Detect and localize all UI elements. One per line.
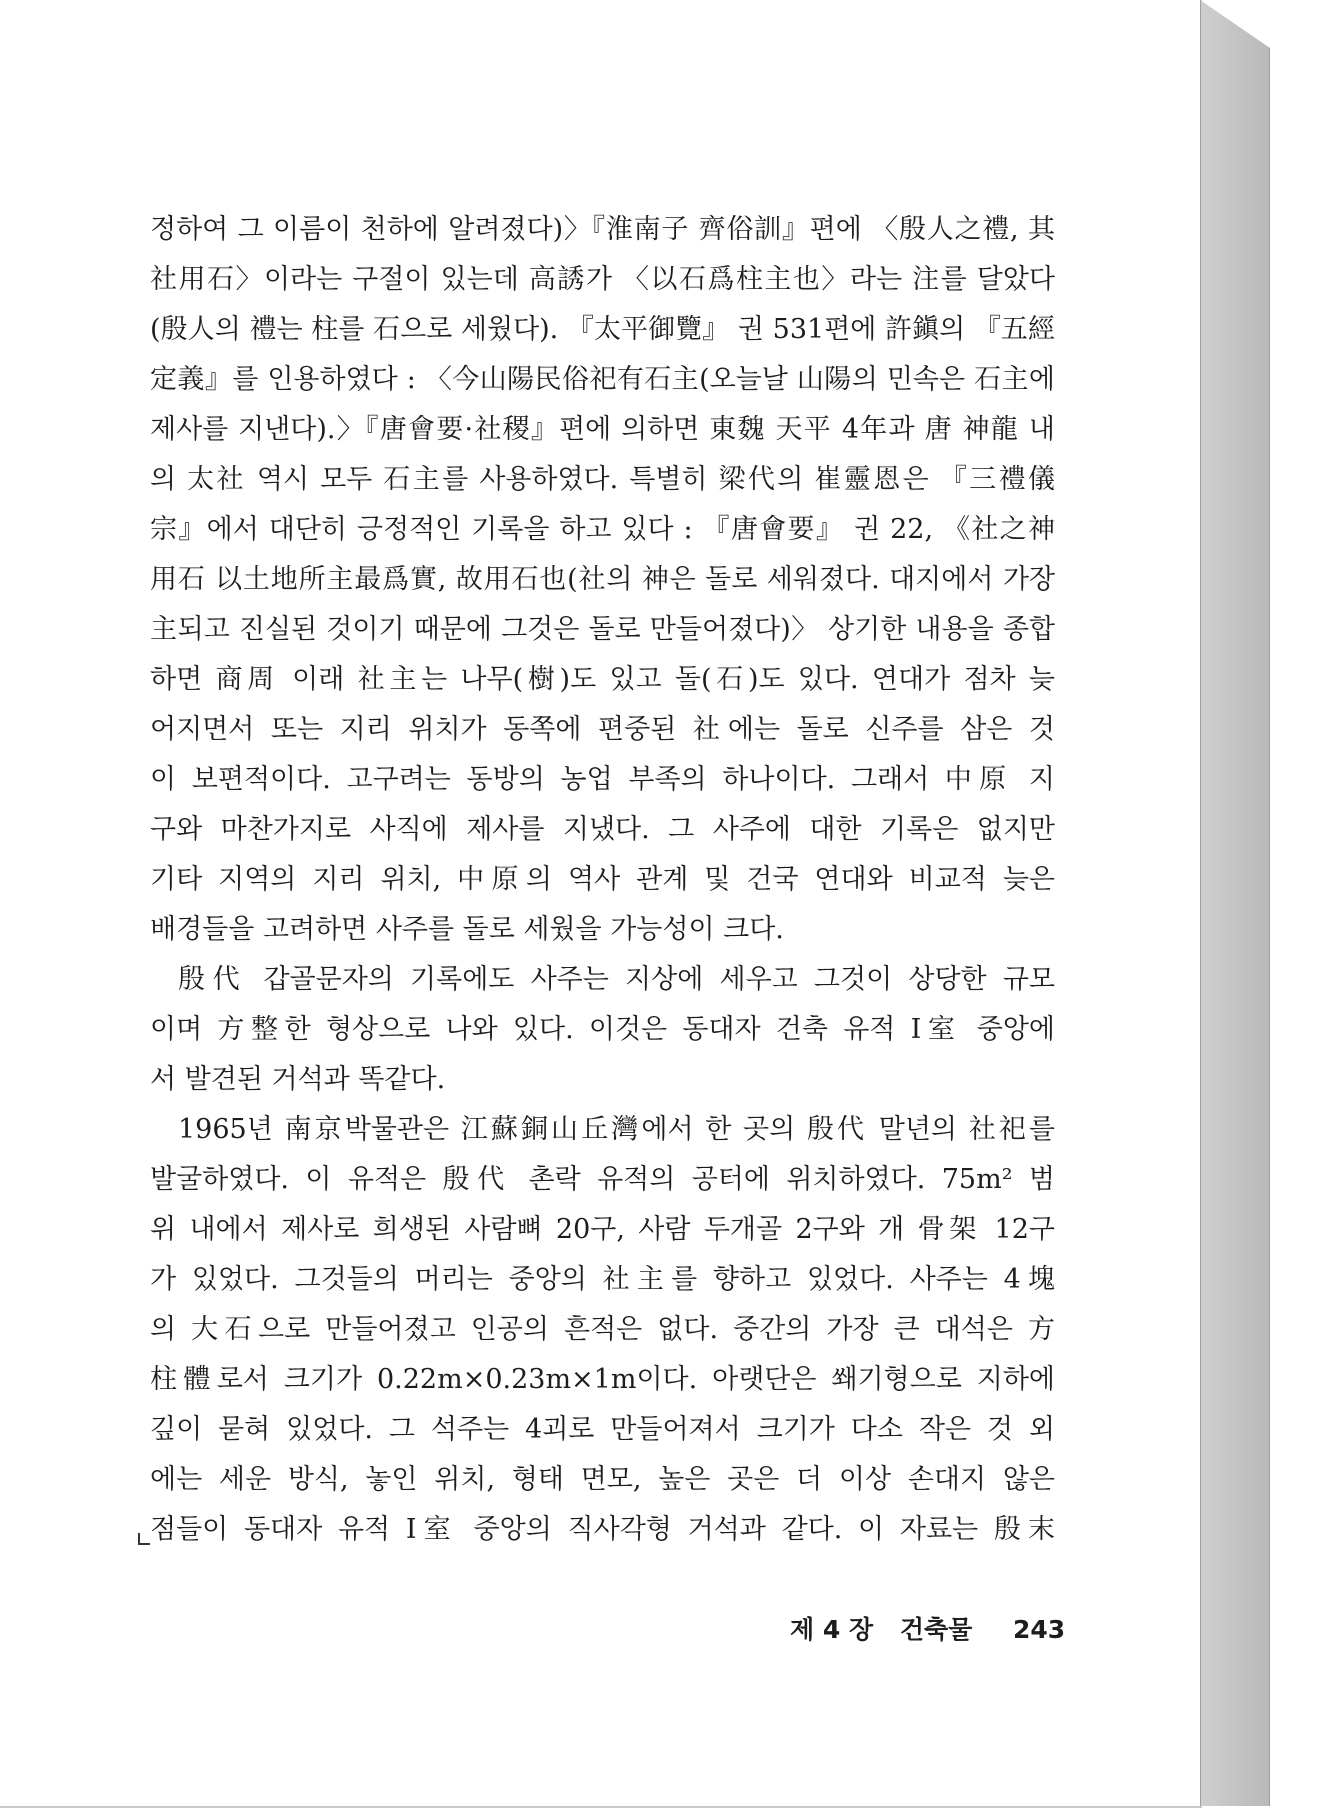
- footer-chapter: 제 4 장: [790, 1615, 874, 1644]
- text-line: 정하여 그 이름이 천하에 알려졌다)〉『淮南子 齊俗訓』편에 〈殷人之禮, 其: [150, 214, 1055, 245]
- text-line: 定義』를 인용하였다 : 〈今山陽民俗祀有石主(오늘날 山陽의 민속은 石主에: [150, 364, 1055, 395]
- text-line: 殷代 갑골문자의 기록에도 사주는 지상에 세우고 그것이 상당한 규모: [178, 964, 1055, 995]
- text-line: 1965년 南京박물관은 江蘇銅山丘灣에서 한 곳의 殷代 말년의 社祀를: [178, 1114, 1055, 1145]
- page-number: 243: [1013, 1615, 1066, 1644]
- text-line: (殷人의 禮는 柱를 石으로 세웠다). 『太平御覽』 권 531편에 許鎭의 『五經: [150, 314, 1055, 345]
- text-line: 서 발견된 거석과 똑같다.: [150, 1064, 446, 1095]
- text-line: 이 보편적이다. 고구려는 동방의 농업 부족의 하나이다. 그래서 中原 지: [150, 764, 1055, 795]
- text-line: 柱體로서 크기가 0.22m×0.23m×1m이다. 아랫단은 쐐기형으로 지하에: [150, 1364, 1055, 1395]
- text-line: 발굴하였다. 이 유적은 殷代 촌락 유적의 공터에 위치하였다. 75m² 범: [150, 1164, 1055, 1195]
- book-spine-edge: [1200, 0, 1270, 1806]
- text-line: 主되고 진실된 것이기 때문에 그것은 돌로 만들어졌다)〉 상기한 내용을 종합: [150, 614, 1055, 645]
- text-line: 위 내에서 제사로 희생된 사람뼈 20구, 사람 두개골 2구와 개 骨架 12구: [150, 1214, 1055, 1245]
- text-line: 제사를 지낸다).〉『唐會要·社稷』편에 의하면 東魏 天平 4年과 唐 神龍 내: [150, 414, 1055, 445]
- text-line: 宗』에서 대단히 긍정적인 기록을 하고 있다 : 『唐會要』 권 22, 《社之神: [150, 514, 1055, 545]
- text-line: 의 大石으로 만들어졌고 인공의 흔적은 없다. 중간의 가장 큰 대석은 方: [150, 1314, 1055, 1345]
- text-line: 이며 方整한 형상으로 나와 있다. 이것은 동대자 건축 유적 Ⅰ室 중앙에: [150, 1014, 1055, 1045]
- text-line: 점들이 동대자 유적 Ⅰ室 중앙의 직사각형 거석과 같다. 이 자료는 殷末: [150, 1514, 1055, 1545]
- body-text: [150, 205, 1055, 1555]
- margin-mark: [138, 1533, 150, 1545]
- page-footer: [790, 1610, 1065, 1646]
- text-line: 구와 마찬가지로 사직에 제사를 지냈다. 그 사주에 대한 기록은 없지만: [150, 814, 1055, 845]
- text-line: 의 太社 역시 모두 石主를 사용하였다. 특별히 梁代의 崔靈恩은 『三禮儀: [150, 464, 1055, 495]
- text-line: 어지면서 또는 지리 위치가 동쪽에 편중된 社에는 돌로 신주를 삼은 것: [150, 714, 1055, 745]
- text-line: 배경들을 고려하면 사주를 돌로 세웠을 가능성이 크다.: [150, 914, 784, 945]
- text-line: 기타 지역의 지리 위치, 中原의 역사 관계 및 건국 연대와 비교적 늦은: [150, 864, 1055, 895]
- text-line: 가 있었다. 그것들의 머리는 중앙의 社主를 향하고 있었다. 사주는 4塊: [150, 1264, 1055, 1295]
- text-line: 社用石〉이라는 구절이 있는데 高誘가 〈以石爲柱主也〉라는 注를 달았다: [150, 264, 1055, 295]
- footer-section: 건축물: [899, 1615, 973, 1644]
- text-line: 用石 以土地所主最爲實, 故用石也(社의 神은 돌로 세워졌다. 대지에서 가장: [150, 564, 1055, 595]
- text-line: 깊이 묻혀 있었다. 그 석주는 4괴로 만들어져서 크기가 다소 작은 것 외: [150, 1414, 1055, 1445]
- text-line: 에는 세운 방식, 놓인 위치, 형태 면모, 높은 곳은 더 이상 손대지 않은: [150, 1464, 1055, 1495]
- text-line: 하면 商周 이래 社主는 나무(樹)도 있고 돌(石)도 있다. 연대가 점차 늦: [150, 664, 1055, 695]
